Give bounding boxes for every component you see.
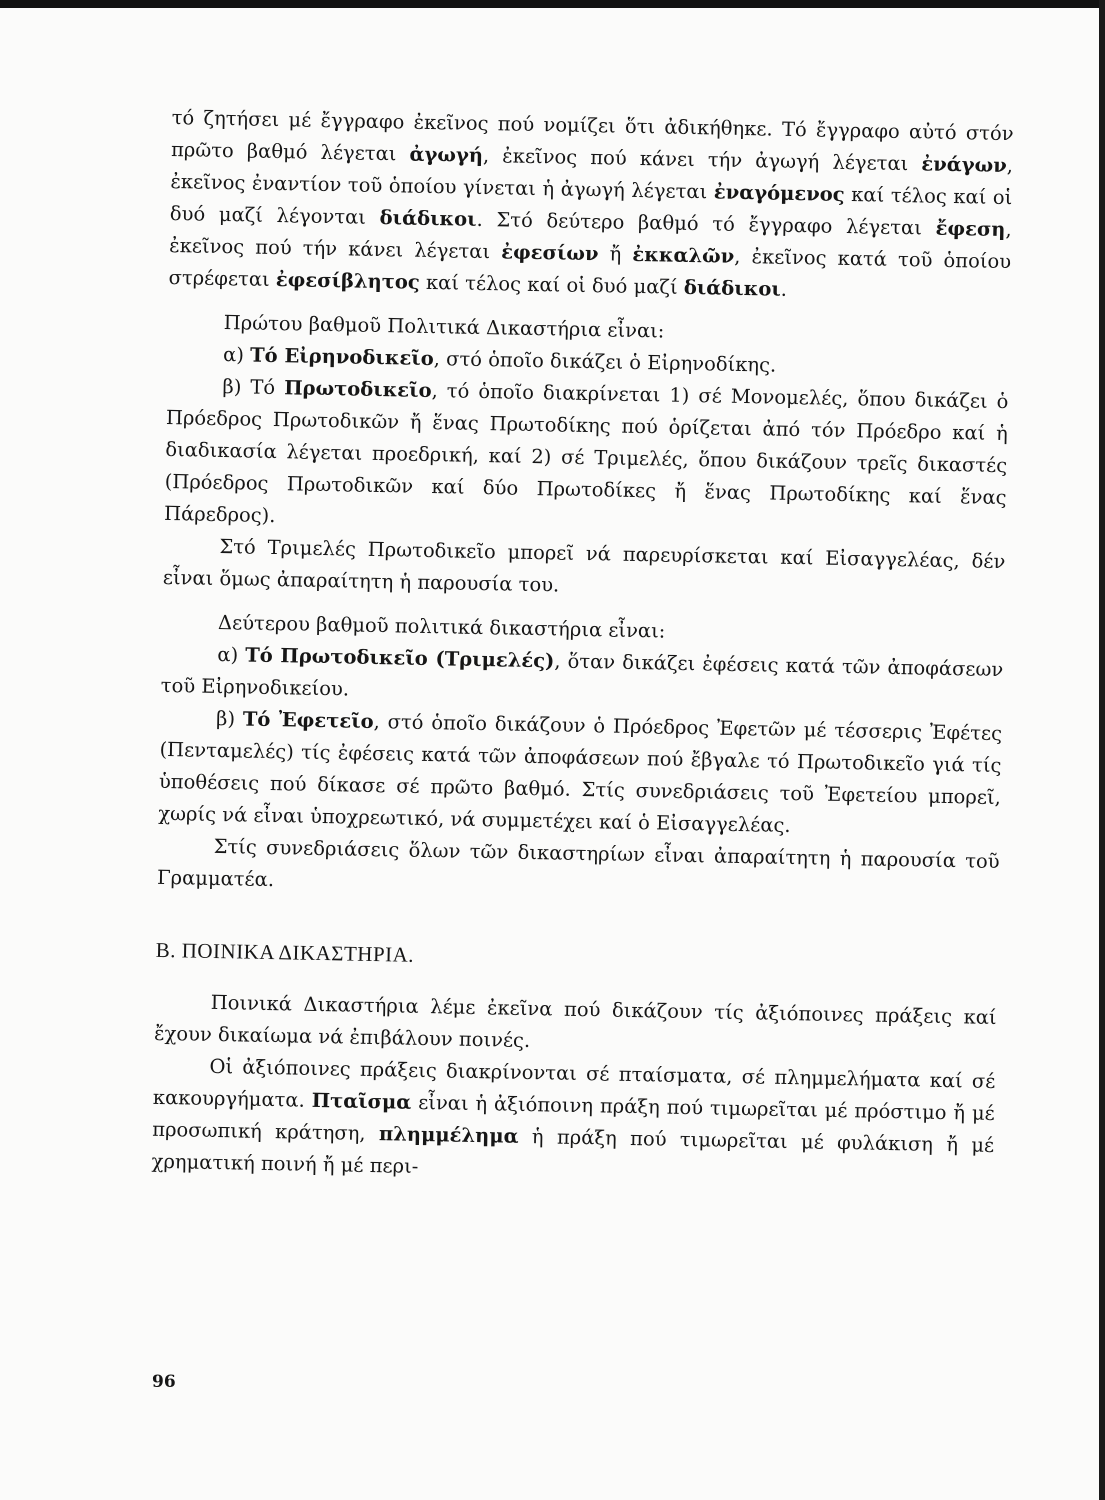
item-text: , στό ὁποῖο δικάζουν ὁ Πρόεδρος Ἐφετῶν μέ τέσσερις Ἐφέτες (Πενταμελές) τίς ἐφέσεις κατά τῶν ἀποφάσεων πού ἔβγαλε τό Πρωτοδικεῖο γιά τίς ὑποθέσεις πού δίκασε σέ πρῶτο βαθμό. Στίς συνεδριάσεις τοῦ Ἐφετείου μπορεῖ, χωρίς νά εἶναι ὑποχρεωτικό, νά συμμετέχει καί ὁ Εἰσαγγελέας. <box>158 709 1003 838</box>
item-marker: α) <box>222 343 251 367</box>
section-b-paragraph-1: Ποινικά Δικαστήρια λέμε ἐκεῖνα πού δικάζουν τίς ἀξιόποινες πράξεις καί ἔχουν δικαίωμα νά ἐπιβάλουν ποινές. <box>153 990 997 1053</box>
paragraph-text: Οἱ ἀξιόποινες πράξεις διακρίνονται σέ πταίσματα, σέ πλημμελήματα καί σέ κακουργήματα. <box>152 1054 996 1112</box>
intro-text: , ἐκεῖνος πού τήν κάνει λέγεται <box>169 218 1012 264</box>
term-efesivlitos: ἐφεσίβλητος <box>275 268 421 294</box>
term-efesion: ἐφεσίων <box>501 240 599 266</box>
term-ptaisma: Πταῖσμα <box>311 1088 412 1114</box>
scan-right-border <box>1099 0 1105 1500</box>
intro-text: , ἐκεῖνος πού κάνει τήν ἀγωγή λέγεται <box>482 143 922 176</box>
item-text: , τό ὁποῖο διακρίνεται 1) σέ Μονομελές, ὅπου δικάζει ὁ Πρόεδρος Πρωτοδικῶν ἤ ἕνας Πρωτοδίκης πού ὁρίζεται ἀπό τόν Πρόεδρο καί ἡ διαδικασία λέγεται προεδρική, καί 2) σέ Τριμελές, ὅπου δικάζουν τρεῖς δικαστές (Πρόεδρος Πρωτοδικῶν καί δύο Πρωτοδίκες ἤ ἕνας Πρωτοδίκης καί ἕνας Πάρεδρος). <box>163 379 1009 528</box>
first-instance-note: Στό Τριμελές Πρωτοδικεῖο μπορεῖ νά παρευρίσκεται καί Εἰσαγγελέας, δέν εἶναι ὅμως ἀπαραίτητη ἡ παρουσία του. <box>162 534 1006 597</box>
item-marker: α) <box>217 642 246 667</box>
intro-text: ἤ <box>598 242 633 266</box>
second-instance-note: Στίς συνεδριάσεις ὅλων τῶν δικαστηρίων εἶναι ἀπαραίτητη ἡ παρουσία τοῦ Γραμματέα. <box>156 834 1000 892</box>
item-text: , στό ὁποῖο δικάζει ὁ Εἰρηνοδίκης. <box>433 347 777 377</box>
court-name: Τό Πρωτοδικεῖο (Τριμελές) <box>245 643 555 673</box>
second-instance-item-b <box>158 702 1002 846</box>
term-diadikoi: διάδικοι <box>683 275 781 301</box>
term-enagomenos: ἐναγόμενος <box>713 180 845 206</box>
item-text: , ὅταν δικάζει ἐφέσεις κατά τῶν ἀποφάσεων τοῦ Εἰρηνοδικείου. <box>160 649 1004 701</box>
section-b-paragraph-2 <box>151 1050 995 1194</box>
intro-text: , ἐκεῖνος κατά τοῦ ὁποίου στρέφεται <box>168 244 1012 292</box>
term-enagon: ἐνάγων <box>921 152 1007 178</box>
term-efesi: ἔφεση <box>935 216 1006 242</box>
second-instance-heading: Δεύτερου βαθμοῦ πολιτικά δικαστήρια εἶναι: <box>217 610 666 643</box>
page-number: 96 <box>152 1372 176 1392</box>
intro-text: . Στό δεύτερο βαθμό τό ἔγγραφο λέγεται <box>476 207 936 240</box>
paragraph-text: ἡ πράξη πού τιμωρεῖται μέ φυλάκιση ἤ μέ χρηματική ποινή ἤ μέ περι- <box>151 1124 995 1178</box>
scan-top-border <box>0 0 1105 8</box>
term-agogi: ἀγωγή <box>409 142 484 167</box>
page-body-text <box>151 102 1014 1194</box>
intro-text: καί τέλος καί οἱ δυό μαζί λέγονται <box>169 182 1013 230</box>
item-marker: β) <box>215 706 244 731</box>
term-plimmelima: πλημμέλημα <box>378 1122 519 1148</box>
court-name: Τό Εἰρηνοδικεῖο <box>249 343 434 371</box>
intro-text: . <box>780 277 788 301</box>
term-diadikoi: διάδικοι <box>379 206 477 231</box>
paragraph-text: εἶναι ἡ ἀξιόποινη πράξη πού τιμωρεῖται μέ πρόστιμο ἤ μέ προσωπική κράτηση, <box>152 1090 995 1146</box>
intro-text: καί τέλος καί οἱ δυό μαζί <box>419 270 685 299</box>
intro-text: , ἐκεῖνος ἐναντίον τοῦ ὁποίου γίνεται ἡ ἀγωγή λέγεται <box>170 154 1014 204</box>
term-ekkalon: ἐκκαλῶν <box>632 242 735 268</box>
intro-paragraph <box>168 102 1014 310</box>
intro-text: τό ζητήσει μέ ἔγγραφο ἐκεῖνος πού νομίζει ὅτι ἀδικήθηκε. Τό ἔγγραφο αὐτό στόν πρῶτο βαθμό λέγεται <box>170 105 1014 166</box>
first-instance-item-b <box>164 370 1009 546</box>
item-marker: β) Τό <box>222 375 285 400</box>
court-name: Τό Ἐφετεῖο <box>242 707 374 733</box>
section-b-heading: Β. ΠΟΙΝΙΚΑ ΔΙΚΑΣΤΗΡΙΑ. <box>155 937 415 967</box>
first-instance-heading: Πρώτου βαθμοῦ Πολιτικά Δικαστήρια εἶναι: <box>223 311 665 343</box>
court-name: Πρωτοδικεῖο <box>283 376 432 403</box>
